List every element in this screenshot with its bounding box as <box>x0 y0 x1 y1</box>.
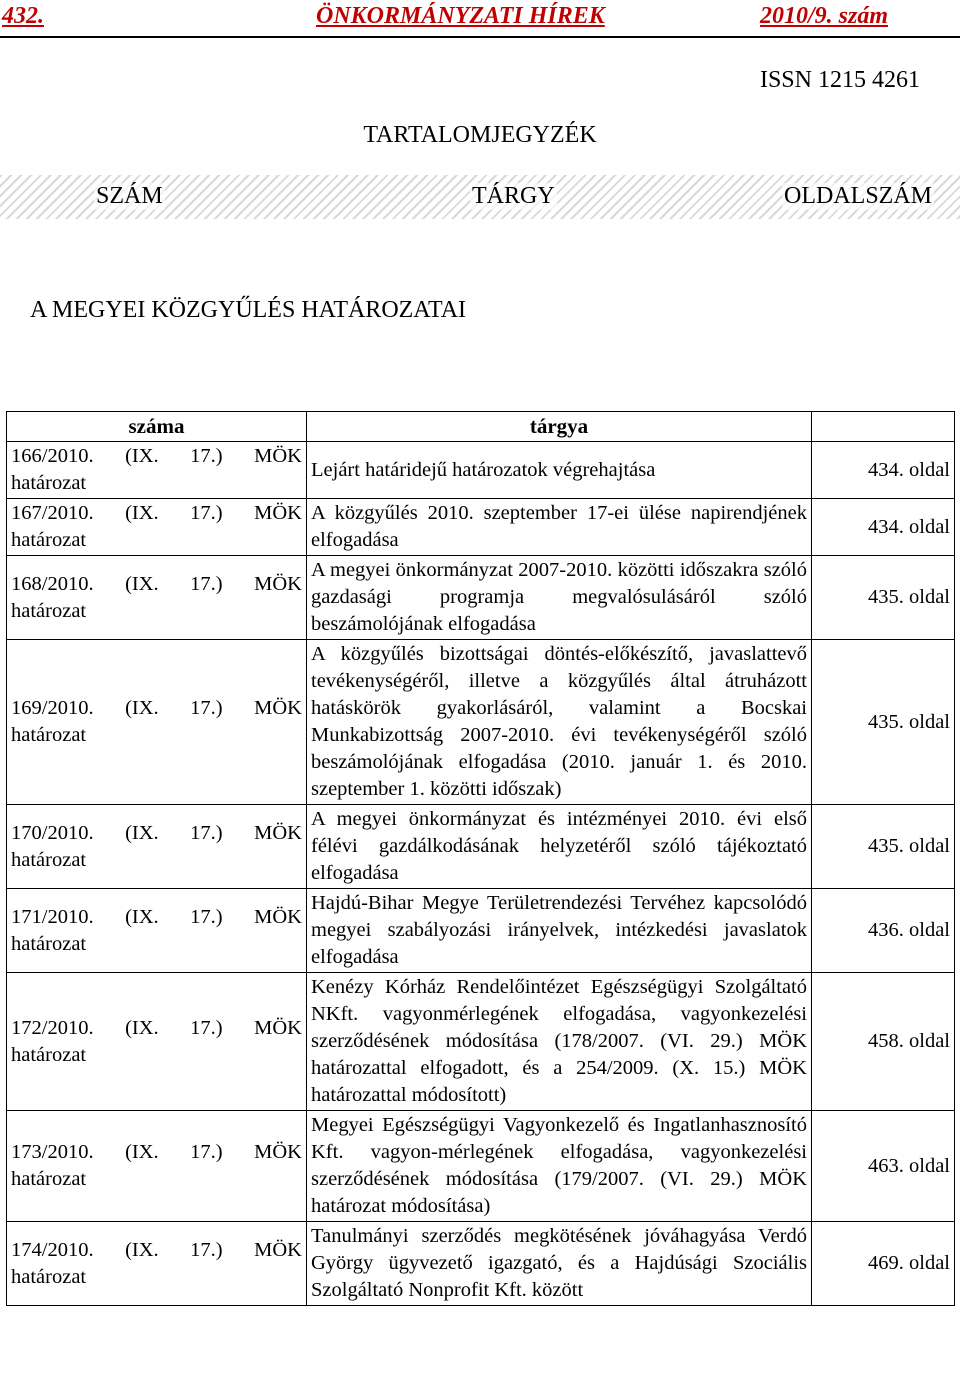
column-header-page <box>812 412 955 442</box>
page-header <box>0 0 960 38</box>
table-row <box>7 1111 955 1222</box>
decision-type: határozat <box>11 599 87 622</box>
decision-subject: A közgyűlés bizottságai döntés-előkészítő, javaslattevő tevékenységéről, illetve a közgyűlés által átruházott hatáskörök gyakorlásáról, valamint a Bocskai Munkabizottság 2007-2010. évi tevékenységéről szóló beszámolójának elfogadása (2010. január 1. és 2010. szeptember 1. közötti időszak) <box>307 640 812 805</box>
decision-type: határozat <box>11 848 87 871</box>
table-row <box>7 805 955 889</box>
decision-date-month: (IX. <box>125 572 159 595</box>
decision-page: 434. oldal <box>812 499 955 556</box>
decision-number: 170/2010. <box>11 821 94 844</box>
table-row <box>7 499 955 556</box>
decision-subject: Lejárt határidejű határozatok végrehajtása <box>307 442 812 499</box>
decision-number-cell <box>7 556 307 640</box>
table-header-row <box>7 412 955 442</box>
header-page-number: 432. <box>2 3 44 29</box>
decision-number-line <box>11 500 302 527</box>
decision-date-day: 17.) <box>190 1238 223 1261</box>
decision-number: 169/2010. <box>11 697 94 719</box>
decision-date-day: 17.) <box>190 502 223 524</box>
decision-date-month: (IX. <box>125 1238 159 1261</box>
decision-body: MÖK <box>254 821 302 844</box>
decision-number-line <box>11 1237 302 1264</box>
decision-type: határozat <box>11 529 87 551</box>
toc-title: TARTALOMJEGYZÉK <box>363 122 597 148</box>
decision-date-day: 17.) <box>190 445 223 467</box>
decision-number-line <box>11 1139 302 1166</box>
decision-type: határozat <box>11 1265 87 1288</box>
decision-date-month: (IX. <box>125 821 159 844</box>
decision-date-day: 17.) <box>190 1141 223 1163</box>
decision-type: határozat <box>11 1043 87 1066</box>
decision-number-line <box>11 820 302 847</box>
decision-body: MÖK <box>254 905 302 928</box>
decision-number: 166/2010. <box>11 445 94 467</box>
decision-date-day: 17.) <box>190 572 223 595</box>
decision-number: 168/2010. <box>11 572 94 595</box>
decision-type: határozat <box>11 472 87 494</box>
decision-number-cell <box>7 1222 307 1306</box>
decision-date-month: (IX. <box>125 445 159 467</box>
decision-number-cell <box>7 442 307 499</box>
decision-subject: A megyei önkormányzat és intézményei 2010. évi első félévi gazdálkodásának helyzetéről szóló tájékoztató elfogadása <box>307 805 812 889</box>
decision-type: határozat <box>11 932 87 955</box>
table-row <box>7 1222 955 1306</box>
decision-body: MÖK <box>254 697 302 719</box>
decision-number-cell <box>7 973 307 1111</box>
decision-body: MÖK <box>254 1141 302 1163</box>
decision-type: határozat <box>11 1168 87 1190</box>
decision-body: MÖK <box>254 502 302 524</box>
decision-date-month: (IX. <box>125 502 159 524</box>
decision-body: MÖK <box>254 572 302 595</box>
decision-number-line <box>11 695 302 722</box>
toc-header-number: SZÁM <box>96 183 163 209</box>
decision-body: MÖK <box>254 1016 302 1039</box>
toc-header-subject: TÁRGY <box>472 183 555 209</box>
decision-date-month: (IX. <box>125 1141 159 1163</box>
decision-date-day: 17.) <box>190 905 223 928</box>
table-row <box>7 889 955 973</box>
toc-column-header-band <box>0 175 960 219</box>
decision-subject: Tanulmányi szerződés megkötésének jóváhagyása Verdó György ügyvezető igazgató, és a Hajdúsági Szociális Szolgáltató Nonprofit Kft. között <box>307 1222 812 1306</box>
decision-number-line <box>11 571 302 598</box>
decision-number: 167/2010. <box>11 502 94 524</box>
decision-body: MÖK <box>254 1238 302 1261</box>
decision-type: határozat <box>11 724 87 746</box>
decision-number-cell <box>7 499 307 556</box>
decision-page: 458. oldal <box>812 973 955 1111</box>
decision-number-cell <box>7 805 307 889</box>
decision-page: 434. oldal <box>812 442 955 499</box>
decision-number: 172/2010. <box>11 1016 94 1039</box>
decision-date-month: (IX. <box>125 1016 159 1039</box>
decision-page: 436. oldal <box>812 889 955 973</box>
decision-page: 435. oldal <box>812 640 955 805</box>
decision-page: 435. oldal <box>812 805 955 889</box>
decision-page: 435. oldal <box>812 556 955 640</box>
decision-number-cell <box>7 1111 307 1222</box>
column-header-number: száma <box>7 412 307 442</box>
header-issue: 2010/9. szám <box>760 3 889 29</box>
decision-number-cell <box>7 889 307 973</box>
decision-subject: A megyei önkormányzat 2007-2010. közötti időszakra szóló gazdasági programja megvalósulásáról szóló beszámolójának elfogadása <box>307 556 812 640</box>
table-row <box>7 442 955 499</box>
decision-number: 171/2010. <box>11 905 94 928</box>
decision-subject: Kenézy Kórház Rendelőintézet Egészségügyi Szolgáltató NKft. vagyonmérlegének elfogadása, vagyonkezelési szerződésének módosítása (178/2007. (VI. 29.) MÖK határozattal elfogadott, és a 254/2009. (X. 15.) MÖK határozattal módosított) <box>307 973 812 1111</box>
decision-number-line <box>11 443 302 470</box>
toc-header-page: OLDALSZÁM <box>784 183 932 209</box>
decision-page: 463. oldal <box>812 1111 955 1222</box>
table-row <box>7 640 955 805</box>
decisions-table <box>6 411 955 1306</box>
section-title: A MEGYEI KÖZGYŰLÉS HATÁROZATAI <box>30 297 467 323</box>
decision-number-cell <box>7 640 307 805</box>
table-body <box>7 442 955 1306</box>
decision-subject: Hajdú-Bihar Megye Területrendezési Tervéhez kapcsolódó megyei szabályozási irányelvek, intézkedési javaslatok elfogadása <box>307 889 812 973</box>
decision-date-day: 17.) <box>190 821 223 844</box>
decision-number-line <box>11 1015 302 1042</box>
decision-page: 469. oldal <box>812 1222 955 1306</box>
column-header-subject: tárgya <box>307 412 812 442</box>
decision-number: 173/2010. <box>11 1141 94 1163</box>
decision-date-month: (IX. <box>125 905 159 928</box>
table-row <box>7 556 955 640</box>
table-row <box>7 973 955 1111</box>
decision-number-line <box>11 904 302 931</box>
decision-date-month: (IX. <box>125 697 159 719</box>
decision-date-day: 17.) <box>190 1016 223 1039</box>
decision-date-day: 17.) <box>190 697 223 719</box>
header-publication: ÖNKORMÁNYZATI HÍREK <box>316 3 605 29</box>
decision-subject: A közgyűlés 2010. szeptember 17-ei ülése napirendjének elfogadása <box>307 499 812 556</box>
issn: ISSN 1215 4261 <box>759 67 920 93</box>
decision-subject: Megyei Egészségügyi Vagyonkezelő és Ingatlanhasznosító Kft. vagyon-mérlegének elfogadása, vagyonkezelési szerződésének módosítása (179/2007. (VI. 29.) MÖK határozat módosítása) <box>307 1111 812 1222</box>
decision-body: MÖK <box>254 445 302 467</box>
decision-number: 174/2010. <box>11 1238 94 1261</box>
